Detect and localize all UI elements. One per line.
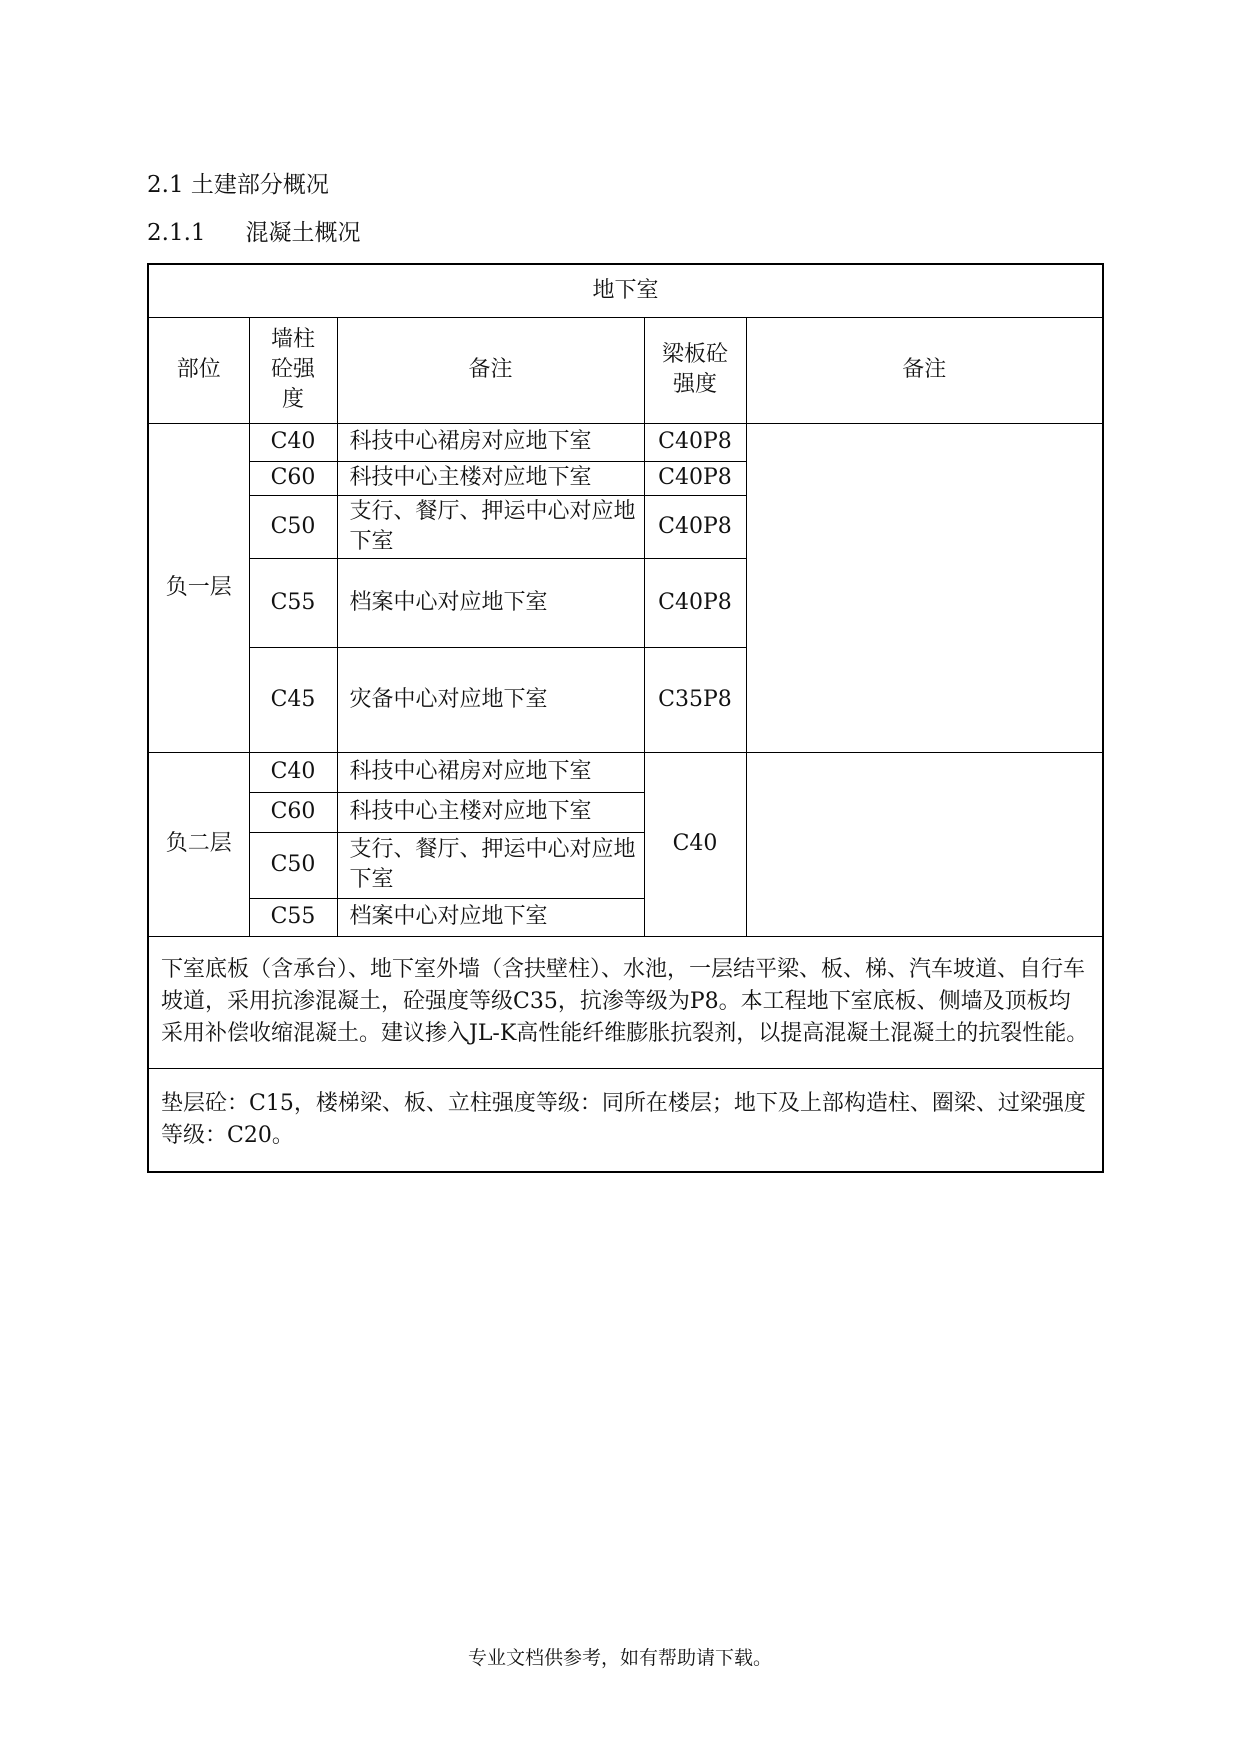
section-heading: 2.1 土建部分概况: [147, 172, 329, 198]
b1-col-strength: C60: [249, 461, 337, 495]
b2-col-strength: C40: [249, 752, 337, 792]
table-title: 地下室: [148, 264, 1103, 317]
b2-col-strength: C50: [249, 832, 337, 898]
floor-label-b2: 负二层: [148, 752, 249, 936]
header-column-strength: 墙柱砼强度: [249, 317, 337, 423]
subsection-number: 2.1.1: [147, 220, 206, 246]
b1-note: 灾备中心对应地下室: [337, 647, 644, 752]
b1-col-strength: C40: [249, 423, 337, 461]
concrete-table: [147, 263, 1104, 1173]
header-note: 备注: [337, 317, 644, 423]
b2-col-strength: C60: [249, 792, 337, 832]
b2-note: 支行、餐厅、押运中心对应地下室: [337, 832, 644, 898]
b2-col-strength: C55: [249, 898, 337, 936]
b1-col-strength: C50: [249, 495, 337, 558]
b2-beam-strength: C40: [644, 752, 746, 936]
remark-strength-grades: 垫层砼：C15，楼梯梁、板、立柱强度等级：同所在楼层；地下及上部构造柱、圈梁、过梁强度等级：C20。: [148, 1068, 1103, 1172]
b1-note: 科技中心裙房对应地下室: [337, 423, 644, 461]
b1-note: 支行、餐厅、押运中心对应地下室: [337, 495, 644, 558]
header-part: 部位: [148, 317, 249, 423]
subsection-heading: [147, 214, 361, 247]
b1-note: 档案中心对应地下室: [337, 558, 644, 647]
b2-note: 档案中心对应地下室: [337, 898, 644, 936]
b1-beam-strength: C35P8: [644, 647, 746, 752]
remark-impermeable-concrete: 下室底板（含承台）、地下室外墙（含扶壁柱）、水池，一层结平梁、板、梯、汽车坡道、自行车坡道，采用抗渗混凝土，砼强度等级C35，抗渗等级为P8。本工程地下室底板、侧墙及顶板均采用补偿收缩混凝土。建议掺入JL-K高性能纤维膨胀抗裂剂，以提高混凝土混凝土的抗裂性能。: [148, 936, 1103, 1068]
b1-beam-strength: C40P8: [644, 461, 746, 495]
b2-note: 科技中心主楼对应地下室: [337, 792, 644, 832]
header-beam-strength: 梁板砼强度: [644, 317, 746, 423]
page-footer: 专业文档供参考，如有帮助请下载。: [467, 1647, 772, 1669]
b1-remark-empty: [746, 423, 1103, 752]
b1-col-strength: C45: [249, 647, 337, 752]
b2-remark-empty: [746, 752, 1103, 936]
b1-beam-strength: C40P8: [644, 495, 746, 558]
b2-note: 科技中心裙房对应地下室: [337, 752, 644, 792]
b1-beam-strength: C40P8: [644, 558, 746, 647]
b1-col-strength: C55: [249, 558, 337, 647]
b1-beam-strength: C40P8: [644, 423, 746, 461]
header-note-2: 备注: [746, 317, 1103, 423]
subsection-title: 混凝土概况: [245, 220, 361, 246]
b1-note: 科技中心主楼对应地下室: [337, 461, 644, 495]
floor-label-b1: 负一层: [148, 423, 249, 752]
